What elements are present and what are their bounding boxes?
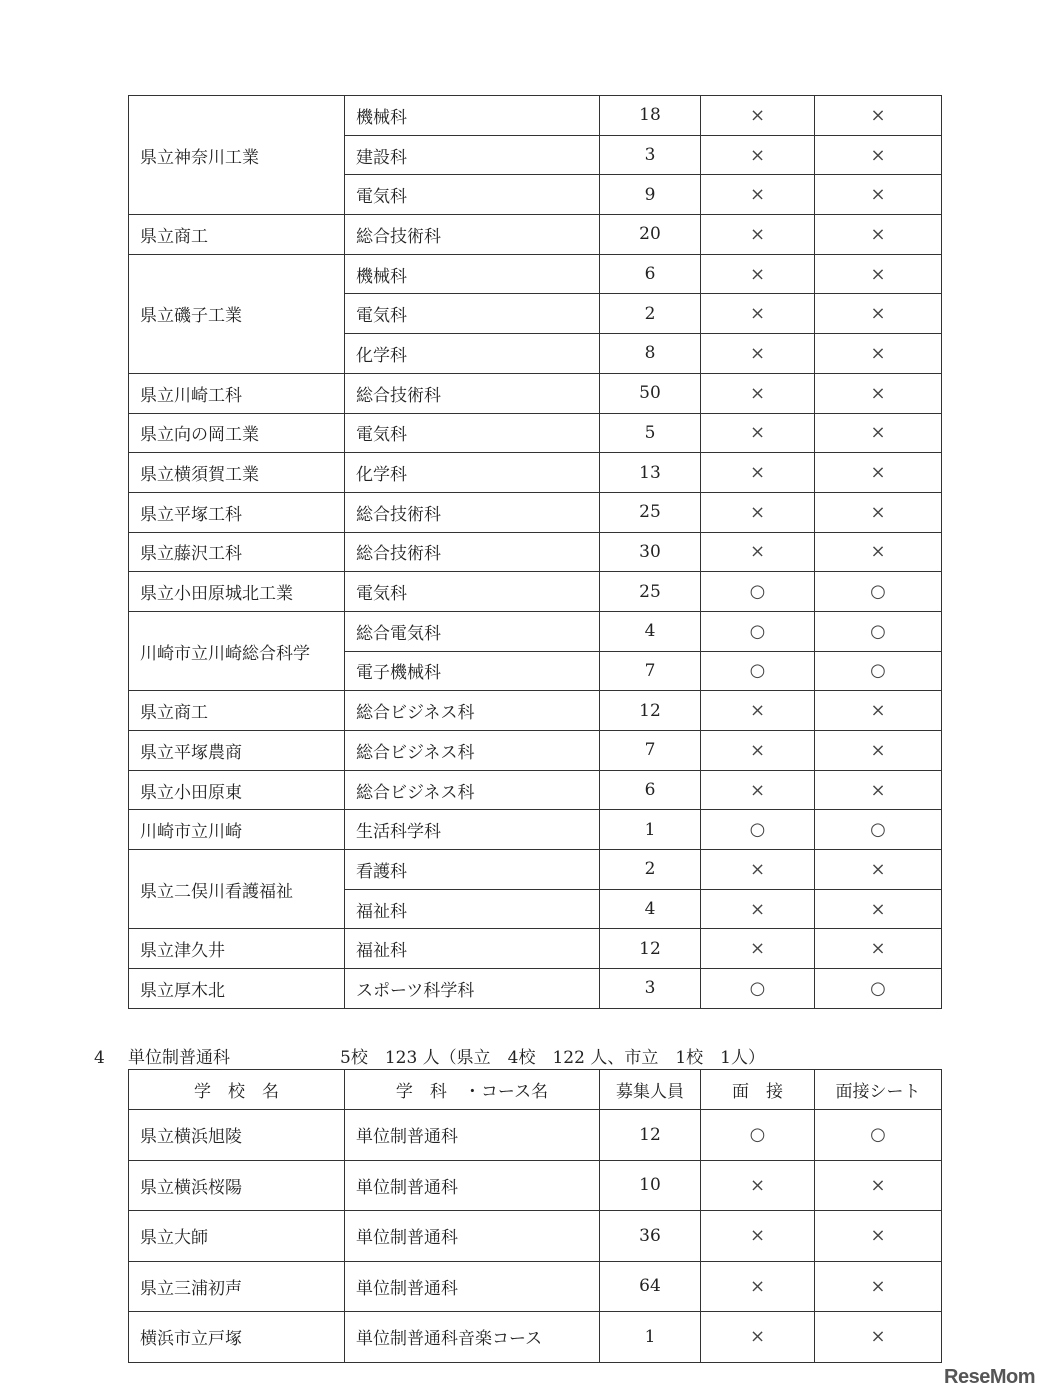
capacity: 10 — [600, 1160, 701, 1211]
table-row — [129, 572, 942, 612]
interview-mark: × — [701, 373, 815, 413]
interview-mark: × — [701, 96, 815, 136]
interview-sheet-mark: × — [815, 731, 942, 771]
interview-mark: × — [701, 850, 815, 890]
table-row — [129, 492, 942, 532]
table-row — [129, 810, 942, 850]
school-name: 県立横浜旭陵 — [129, 1110, 345, 1161]
course-name: 機械科 — [345, 96, 600, 136]
capacity: 25 — [600, 572, 701, 612]
school-name: 県立平塚工科 — [129, 492, 345, 532]
capacity: 5 — [600, 413, 701, 453]
course-name: 電気科 — [345, 175, 600, 215]
interview-mark: ○ — [701, 969, 815, 1009]
course-name: 機械科 — [345, 254, 600, 294]
school-name: 県立小田原城北工業 — [129, 572, 345, 612]
interview-mark: × — [701, 532, 815, 572]
course-name: 単位制普通科音楽コース — [345, 1312, 600, 1363]
capacity: 36 — [600, 1211, 701, 1262]
interview-mark: × — [701, 294, 815, 334]
capacity: 1 — [600, 1312, 701, 1363]
header-row — [129, 1070, 942, 1110]
interview-mark: × — [701, 1261, 815, 1312]
capacity: 4 — [600, 889, 701, 929]
interview-sheet-mark: × — [815, 135, 942, 175]
interview-mark: × — [701, 492, 815, 532]
interview-sheet-mark: × — [815, 334, 942, 374]
interview-mark: × — [701, 889, 815, 929]
school-name: 川崎市立川崎総合科学 — [129, 611, 345, 690]
interview-sheet-mark: × — [815, 1160, 942, 1211]
course-name: 総合電気科 — [345, 611, 600, 651]
table-row — [129, 731, 942, 771]
course-name: 電気科 — [345, 294, 600, 334]
interview-sheet-mark: ○ — [815, 651, 942, 691]
interview-mark: × — [701, 334, 815, 374]
capacity: 2 — [600, 294, 701, 334]
table-row — [129, 532, 942, 572]
table-row — [129, 413, 942, 453]
interview-mark: × — [701, 929, 815, 969]
interview-sheet-mark: ○ — [815, 1110, 942, 1161]
capacity: 12 — [600, 929, 701, 969]
school-name: 県立平塚農商 — [129, 731, 345, 771]
capacity: 1 — [600, 810, 701, 850]
interview-sheet-mark: × — [815, 929, 942, 969]
course-name: 総合技術科 — [345, 532, 600, 572]
header-school: 学 校 名 — [129, 1070, 345, 1110]
course-name: 生活科学科 — [345, 810, 600, 850]
interview-mark: ○ — [701, 611, 815, 651]
header-interview-sheet: 面接シート — [815, 1070, 942, 1110]
header-course: 学 科 ・コース名 — [345, 1070, 600, 1110]
capacity: 2 — [600, 850, 701, 890]
unit-system-table — [128, 1069, 942, 1363]
interview-sheet-mark: × — [815, 294, 942, 334]
school-name: 県立神奈川工業 — [129, 96, 345, 215]
capacity: 7 — [600, 731, 701, 771]
interview-sheet-mark: × — [815, 492, 942, 532]
interview-mark: × — [701, 731, 815, 771]
capacity: 50 — [600, 373, 701, 413]
table-row — [129, 1160, 942, 1211]
capacity: 18 — [600, 96, 701, 136]
capacity: 30 — [600, 532, 701, 572]
capacity: 20 — [600, 215, 701, 255]
capacity: 3 — [600, 135, 701, 175]
header-interview: 面 接 — [701, 1070, 815, 1110]
interview-mark: ○ — [701, 572, 815, 612]
resemom-watermark-logo: ReseMom — [944, 1366, 1035, 1388]
school-name: 県立厚木北 — [129, 969, 345, 1009]
header-capacity: 募集人員 — [600, 1070, 701, 1110]
table-row — [129, 96, 942, 136]
capacity: 12 — [600, 691, 701, 731]
school-name: 県立三浦初声 — [129, 1261, 345, 1312]
course-name: 看護科 — [345, 850, 600, 890]
table-row — [129, 1110, 942, 1161]
section-number: 4 — [94, 1048, 105, 1068]
school-name: 県立磯子工業 — [129, 254, 345, 373]
course-name: 単位制普通科 — [345, 1261, 600, 1312]
capacity: 7 — [600, 651, 701, 691]
course-name: 単位制普通科 — [345, 1110, 600, 1161]
interview-sheet-mark: × — [815, 532, 942, 572]
course-name: 電子機械科 — [345, 651, 600, 691]
school-name: 県立津久井 — [129, 929, 345, 969]
school-name: 県立向の岡工業 — [129, 413, 345, 453]
interview-mark: × — [701, 254, 815, 294]
capacity: 6 — [600, 770, 701, 810]
school-name: 県立大師 — [129, 1211, 345, 1262]
table-row — [129, 1312, 942, 1363]
course-name: 総合技術科 — [345, 373, 600, 413]
table-row — [129, 254, 942, 294]
table-row — [129, 929, 942, 969]
school-name: 横浜市立戸塚 — [129, 1312, 345, 1363]
school-name: 県立横浜桜陽 — [129, 1160, 345, 1211]
school-name: 県立横須賀工業 — [129, 453, 345, 493]
capacity: 3 — [600, 969, 701, 1009]
course-name: 総合ビジネス科 — [345, 731, 600, 771]
section-title: 単位制普通科 — [128, 1048, 230, 1068]
table-row — [129, 453, 942, 493]
capacity: 8 — [600, 334, 701, 374]
interview-mark: × — [701, 1211, 815, 1262]
interview-sheet-mark: × — [815, 691, 942, 731]
capacity: 64 — [600, 1261, 701, 1312]
interview-mark: × — [701, 453, 815, 493]
school-name: 川崎市立川崎 — [129, 810, 345, 850]
interview-sheet-mark: × — [815, 254, 942, 294]
capacity: 9 — [600, 175, 701, 215]
section-summary: 5校 123 人（県立 4校 122 人、市立 1校 1人） — [340, 1048, 765, 1068]
table-row — [129, 373, 942, 413]
interview-sheet-mark: × — [815, 373, 942, 413]
table-row — [129, 770, 942, 810]
interview-sheet-mark: × — [815, 175, 942, 215]
capacity: 25 — [600, 492, 701, 532]
course-name: 総合ビジネス科 — [345, 691, 600, 731]
course-name: 電気科 — [345, 413, 600, 453]
interview-sheet-mark: × — [815, 1211, 942, 1262]
interview-sheet-mark: × — [815, 413, 942, 453]
interview-mark: × — [701, 691, 815, 731]
interview-sheet-mark: × — [815, 1312, 942, 1363]
course-name: 総合技術科 — [345, 492, 600, 532]
interview-sheet-mark: × — [815, 453, 942, 493]
interview-mark: ○ — [701, 651, 815, 691]
interview-sheet-mark: × — [815, 770, 942, 810]
capacity: 12 — [600, 1110, 701, 1161]
capacity: 4 — [600, 611, 701, 651]
school-name: 県立川崎工科 — [129, 373, 345, 413]
table-row — [129, 691, 942, 731]
course-name: スポーツ科学科 — [345, 969, 600, 1009]
school-name: 県立商工 — [129, 691, 345, 731]
table-row — [129, 1211, 942, 1262]
interview-mark: × — [701, 770, 815, 810]
interview-sheet-mark: × — [815, 215, 942, 255]
interview-mark: × — [701, 135, 815, 175]
interview-mark: × — [701, 215, 815, 255]
interview-mark: × — [701, 1160, 815, 1211]
capacity: 13 — [600, 453, 701, 493]
interview-sheet-mark: × — [815, 889, 942, 929]
interview-mark: ○ — [701, 810, 815, 850]
course-name: 単位制普通科 — [345, 1211, 600, 1262]
interview-sheet-mark: × — [815, 850, 942, 890]
interview-sheet-mark: ○ — [815, 611, 942, 651]
table-row — [129, 969, 942, 1009]
table-row — [129, 611, 942, 651]
interview-mark: × — [701, 413, 815, 453]
table-row — [129, 215, 942, 255]
course-name: 総合技術科 — [345, 215, 600, 255]
section-4-heading — [94, 1043, 765, 1068]
course-name: 化学科 — [345, 453, 600, 493]
school-name: 県立藤沢工科 — [129, 532, 345, 572]
table-row — [129, 1261, 942, 1312]
course-name: 総合ビジネス科 — [345, 770, 600, 810]
interview-mark: × — [701, 175, 815, 215]
table-row — [129, 850, 942, 890]
course-name: 福祉科 — [345, 889, 600, 929]
interview-mark: × — [701, 1312, 815, 1363]
school-name: 県立小田原東 — [129, 770, 345, 810]
course-name: 電気科 — [345, 572, 600, 612]
capacity: 6 — [600, 254, 701, 294]
school-name: 県立二俣川看護福祉 — [129, 850, 345, 929]
course-name: 福祉科 — [345, 929, 600, 969]
recruitment-table-continued — [128, 95, 942, 1009]
interview-mark: ○ — [701, 1110, 815, 1161]
course-name: 単位制普通科 — [345, 1160, 600, 1211]
interview-sheet-mark: × — [815, 96, 942, 136]
interview-sheet-mark: × — [815, 1261, 942, 1312]
course-name: 化学科 — [345, 334, 600, 374]
interview-sheet-mark: ○ — [815, 969, 942, 1009]
interview-sheet-mark: ○ — [815, 810, 942, 850]
school-name: 県立商工 — [129, 215, 345, 255]
interview-sheet-mark: ○ — [815, 572, 942, 612]
course-name: 建設科 — [345, 135, 600, 175]
